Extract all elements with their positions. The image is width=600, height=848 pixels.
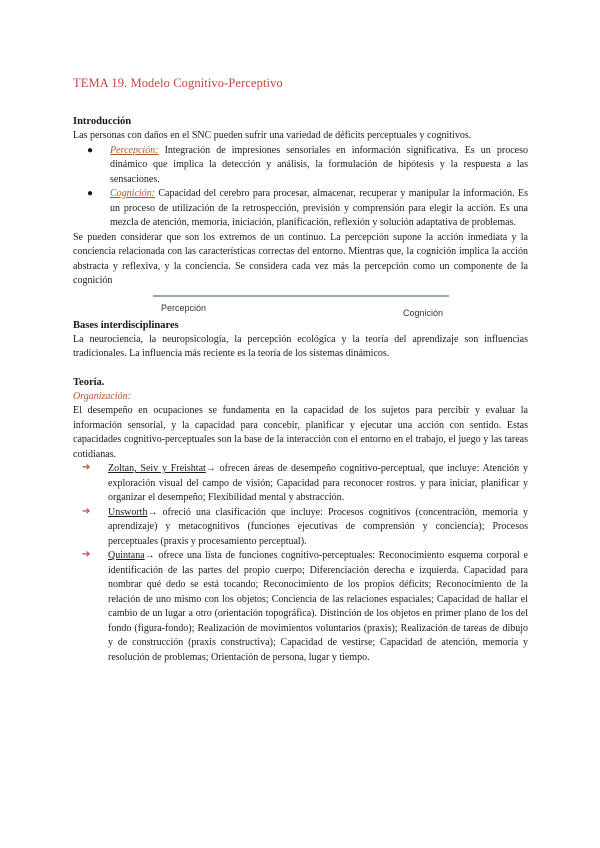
link-arrow: → (147, 506, 158, 518)
list-item (73, 144, 528, 188)
continuum-figure (153, 295, 449, 319)
author-text: ofreció una clasificación que incluye: Procesos cognitivos (concentración, memoria y aprendizaje) y metacognitivos (funciones ejecutivas de comprensión y conciencia); Procesos perceptuales (praxis y procesamiento perceptual). (108, 506, 528, 547)
teoria-paragraph: El desempeño en ocupaciones se fundamenta en la capacidad de los sujetos para percibir y evaluar la información sensorial, y la capacidad para concebir, planificar y ejecutar una acción con sentido. Estas capacidades cognitivo-perceptuales son la base de la interacción con el entorno en el trabajo, el juego y las tareas cotidianas. (73, 405, 528, 460)
intro-paragraph: Se pueden considerar que son los extremos de un continuo. La percepción supone la acción inmediata y la conciencia relacionada con las características correctas del entorno. Mientras que, la cognición implica la acción abstracta y reflexiva, y la conciencia. Se considera cada vez más la percepción como un componente de la cognición (73, 231, 528, 286)
author-name: Unsworth (108, 506, 148, 518)
bases-text: La neurociencia, la neuropsicología, la percepción ecológica y la teoría del aprendizaje son influencias tradicionales. La influencia más reciente es la teoría de los sistemas dinámicos. (73, 333, 528, 359)
author-text: ofrecen áreas de desempeño cognitivo-perceptual, que incluye: Atención y exploración visual del campo de visión; Capacidad para reconocer rostros. y para iniciar, planificar y organizar el desempeño; Flexibilidad mental y abstracción. (108, 463, 528, 503)
author-text: ofrece una lista de funciones cognitivo-perceptuales: Reconocimiento esquema corporal e identificación de las partes del propio cuerpo; Diferenciación derecha e izquierda. Capacidad para nombrar qué dedo se está tocando; Reconocimiento de los propios déficits; Reconocimiento de la relación de uno mismo con los objetos; Conciencia de las relaciones espaciales; Capacidad de hallar el cambio de un lugar a otro (orientación topográfica). Distinción de los objetos en primer plano de los del fondo (figura-fondo); Realización de movimientos voluntarios (praxis); Realización de tareas de dibujo y de construcción (praxis constructiva); Capacidad de vestirse; Capacidad de atención, memoria y resolución de problemas; Orientación de persona, lugar y tiempo. (108, 550, 528, 663)
document-page (73, 76, 528, 665)
link-arrow: → (144, 550, 155, 561)
figure-label-percepcion: Percepción (161, 302, 207, 313)
link-arrow: → (205, 463, 216, 474)
term-percepcion: Percepción: (110, 144, 159, 156)
teoria-heading: Teoría. (73, 376, 105, 388)
author-name: Quintana (108, 550, 145, 561)
definition-list (73, 144, 528, 231)
definition-text: Capacidad del cerebro para procesar, almacenar, recuperar y manipular la información. Es un proceso de utilización de la retrospección, previsión y comprensión para elegir la acción. Es una mezcla de atención, memoria, iniciación, planificación, reflexión y solución adaptativa de problemas. (110, 188, 528, 228)
arrow-icon: ➔ (82, 505, 91, 517)
author-name: Zoltan, Seiv y Freishtat (108, 463, 206, 474)
bases-heading: Bases interdisciplinares (73, 319, 179, 331)
authors-list (73, 462, 528, 665)
figure-label-cognicion: Cognición (403, 307, 444, 318)
arrow-icon: ➔ (82, 462, 91, 473)
list-item (73, 506, 528, 550)
list-item (73, 187, 528, 231)
list-item (73, 549, 528, 665)
arrow-icon: ➔ (82, 549, 91, 560)
bullet-icon: ● (87, 144, 94, 156)
term-cognicion: Cognición: (110, 188, 155, 199)
definition-text: Integración de impresiones sensoriales en información significativa. Es un proceso dinámico que implica la detección y análisis, la formulación de hipótesis y la respuesta a las sensaciones. (110, 144, 528, 185)
page-title: TEMA 19. Modelo Cognitivo-Perceptivo (73, 76, 283, 90)
organizacion-subheading: Organización: (73, 390, 131, 402)
intro-heading: Introducción (73, 116, 132, 127)
bullet-icon: ● (87, 188, 94, 199)
list-item (73, 462, 528, 506)
intro-lead: Las personas con daños en el SNC pueden sufrir una variedad de déficits perceptuales y cognitivos. (73, 130, 472, 141)
